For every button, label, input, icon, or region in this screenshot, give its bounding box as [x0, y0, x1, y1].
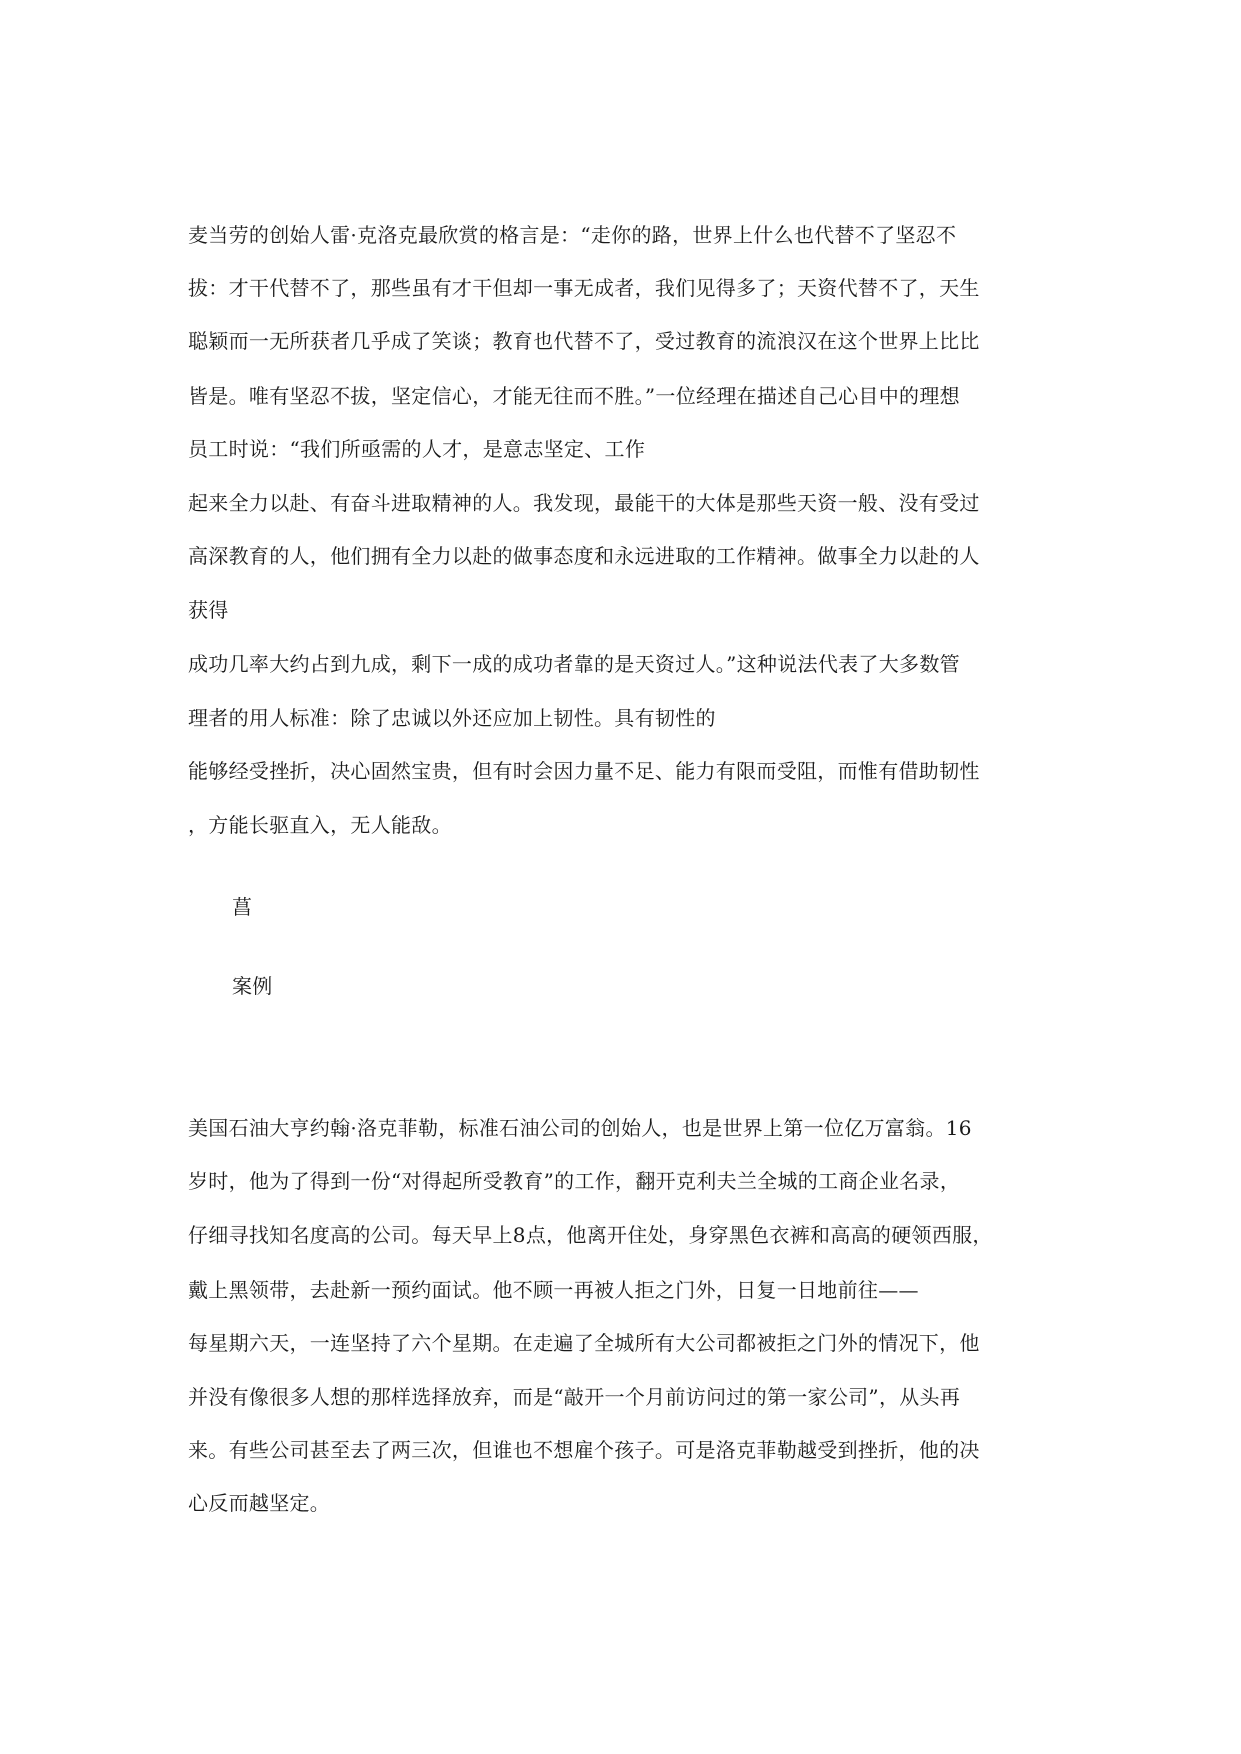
text-line: 麦当劳的创始人雷·克洛克最欣赏的格言是：“走你的路，世界上什么也代替不了坚忍不: [188, 223, 957, 247]
text-line: 仔细寻找知名度高的公司。每天早上8点，他离开住处，身穿黑色衣裤和高高的硬领西服，: [188, 1223, 993, 1247]
case-heading: 案例: [232, 974, 273, 998]
text-line: 美国石油大亨约翰·洛克菲勒，标准石油公司的创始人，也是世界上第一位亿万富翁。16: [188, 1116, 972, 1140]
text-line: 每星期六天，一连坚持了六个星期。在走遍了全城所有大公司都被拒之门外的情况下，他: [188, 1331, 980, 1355]
text-line: 成功几率大约占到九成，剩下一成的成功者靠的是天资过人。”这种说法代表了大多数管: [188, 652, 960, 676]
text-line: 能够经受挫折，决心固然宝贵，但有时会因力量不足、能力有限而受阻，而惟有借助韧性: [188, 759, 980, 783]
text-line: 起来全力以赴、有奋斗进取精神的人。我发现，最能干的大体是那些天资一般、没有受过: [188, 491, 980, 515]
text-line: 员工时说：“我们所亟需的人才，是意志坚定、工作: [188, 437, 646, 461]
text-line: 聪颖而一无所获者几乎成了笑谈；教育也代替不了，受过教育的流浪汉在这个世界上比比: [188, 329, 980, 353]
text-line: 拔：才干代替不了，那些虽有才干但却一事无成者，我们见得多了；天资代替不了，天生: [188, 276, 980, 300]
text-line: 获得: [188, 598, 229, 622]
section-marker: 菖: [232, 895, 253, 919]
text-line: 来。有些公司甚至去了两三次，但谁也不想雇个孩子。可是洛克菲勒越受到挫折，他的决: [188, 1438, 980, 1462]
text-line: ，方能长驱直入，无人能敌。: [188, 813, 452, 837]
text-line: 理者的用人标准：除了忠诚以外还应加上韧性。具有韧性的: [188, 706, 716, 730]
text-line: 岁时，他为了得到一份“对得起所受教育”的工作，翻开克利夫兰全城的工商企业名录，: [188, 1169, 961, 1193]
text-line: 皆是。唯有坚忍不拔，坚定信心，才能无往而不胜。”一位经理在描述自己心目中的理想: [188, 384, 960, 408]
text-line: 高深教育的人，他们拥有全力以赴的做事态度和永远进取的工作精神。做事全力以赴的人: [188, 544, 980, 568]
text-line: 并没有像很多人想的那样选择放弃，而是“敲开一个月前访问过的第一家公司”，从头再: [188, 1385, 961, 1409]
text-line: 心反而越坚定。: [188, 1491, 331, 1515]
text-line: 戴上黑领带，去赴新一预约面试。他不顾一再被人拒之门外，日复一日地前往——: [188, 1278, 919, 1302]
